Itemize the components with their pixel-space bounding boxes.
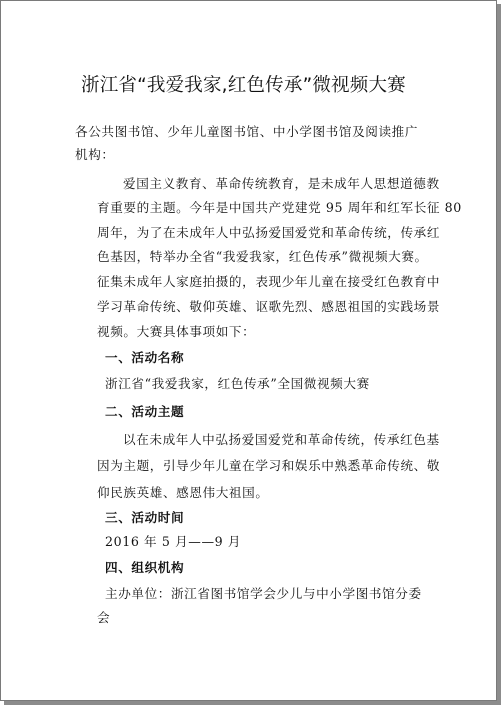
intro-paragraph-line: 视频。大赛具体事项如下： <box>97 324 256 339</box>
intro-paragraph-line: 育重要的主题。今年是中国共产党建党 95 周年和红军长征 80 <box>97 200 462 215</box>
document-title: 浙江省“我爱我家,红色传承”微视频大赛 <box>81 75 406 96</box>
intro-paragraph-line: 周年，为了在未成年人中弘扬爱国爱党和革命传统，传承红 <box>97 225 441 240</box>
salutation-line: 各公共图书馆、少年儿童图书馆、中小学图书馆及阅读推广 <box>75 124 419 139</box>
section-body-line: 浙江省“我爱我家，红色传承”全国微视频大赛 <box>105 376 370 391</box>
section-heading: 三、活动时间 <box>105 510 185 525</box>
section-body-line: 因为主题，引导少年儿童在学习和娱乐中熟悉革命传统、敬 <box>97 458 441 473</box>
salutation-line: 机构： <box>75 147 115 162</box>
section-body-line: 2016 年 5 月——9 月 <box>105 534 242 549</box>
section-body-line: 以在未成年人中弘扬爱国爱党和革命传统，传承红色基 <box>123 432 440 447</box>
intro-paragraph-line: 征集未成年人家庭拍摄的，表现少年儿童在接受红色教育中 <box>97 274 441 289</box>
section-heading: 四、组织机构 <box>105 560 185 575</box>
intro-paragraph-line: 爱国主义教育、革命传统教育，是未成年人思想道德教 <box>123 176 440 191</box>
intro-paragraph-line: 学习革命传统、敬仰英雄、讴歌先烈、感恩祖国的实践场景 <box>97 299 441 314</box>
section-body-line: 会 <box>97 610 111 625</box>
intro-paragraph-line: 色基因，特举办全省“我爱我家，红色传承”微视频大赛。 <box>97 249 428 264</box>
section-body-line: 主办单位：浙江省图书馆学会少儿与中小学图书馆分委 <box>105 586 422 601</box>
section-heading: 二、活动主题 <box>105 404 185 419</box>
section-body-line: 仰民族英雄、感恩伟大祖国。 <box>97 485 269 500</box>
section-heading: 一、活动名称 <box>105 350 185 365</box>
